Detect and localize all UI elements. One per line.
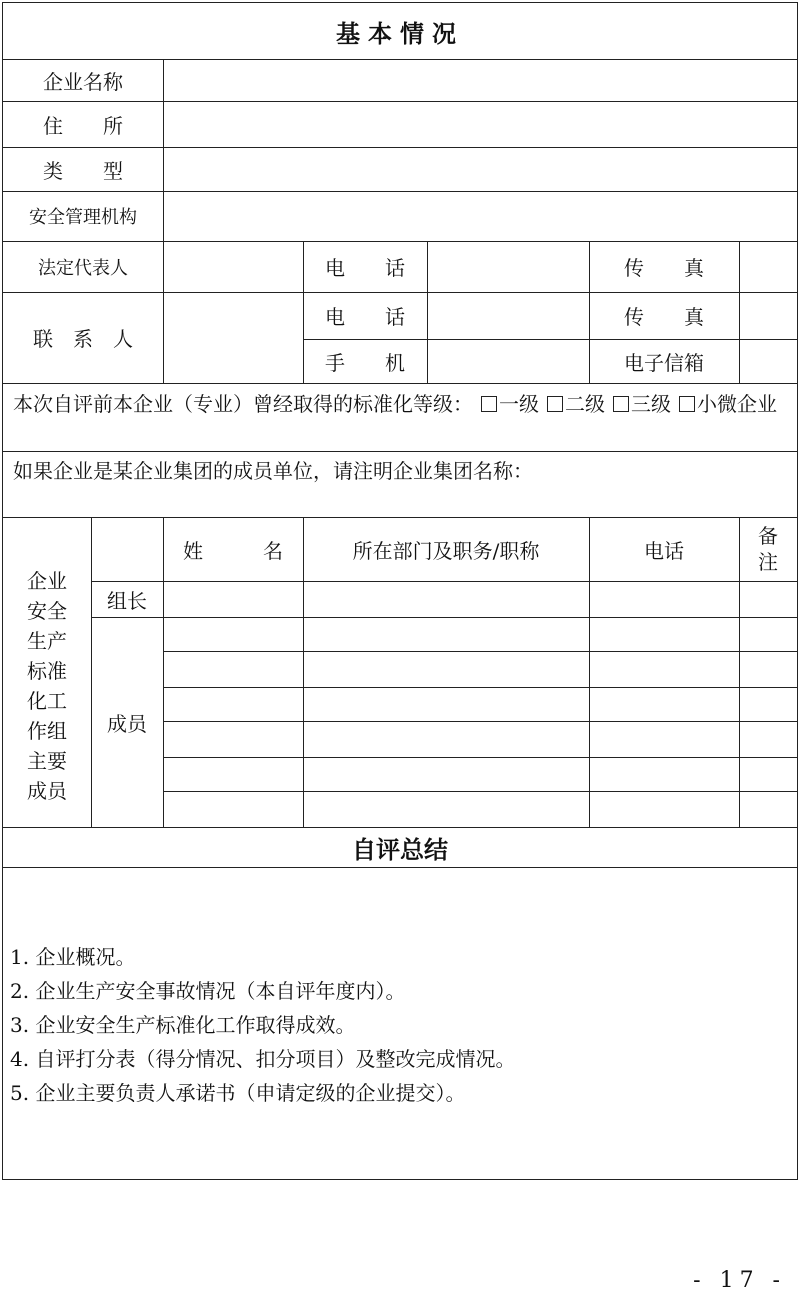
team-label-line-3: 生产: [27, 629, 67, 653]
team-label-line-5: 化工: [27, 689, 67, 713]
team-header-remark-2: 注: [758, 550, 778, 574]
type-label: 类 型: [43, 158, 123, 183]
contact-field[interactable]: [163, 292, 303, 383]
team-row-label: [3, 517, 91, 827]
team-label-line-2: 安全: [27, 599, 67, 623]
team-label-line-8: 成员: [27, 779, 67, 803]
type-field[interactable]: [163, 147, 797, 191]
group-name-field[interactable]: [3, 487, 797, 517]
mobile-label: 手 机: [325, 350, 405, 375]
address-label: 住 所: [43, 113, 123, 138]
summary-list: [10, 940, 515, 1110]
address-field[interactable]: [163, 101, 797, 147]
legal-rep-fax-field[interactable]: [739, 241, 797, 292]
contact-label: 联 系 人: [33, 327, 133, 351]
grade-level-2-checkbox[interactable]: [547, 396, 563, 412]
team-label-line-4: 标准: [27, 659, 67, 683]
team-leader-label: 组长: [107, 588, 147, 613]
form-title: 基本情况: [336, 19, 464, 48]
grade-question-text: 本次自评前本企业（专业）曾经取得的标准化等级：: [13, 392, 473, 416]
team-header-name: 姓 名: [183, 538, 283, 563]
page-number: - 17 -: [693, 1268, 786, 1293]
email-field[interactable]: [739, 339, 797, 383]
summary-item: 4. 自评打分表（得分情况、扣分项目）及整改完成情况。: [10, 1047, 516, 1071]
summary-item: 1. 企业概况。: [10, 945, 136, 969]
team-header-dept: 所在部门及职务/职称: [352, 538, 540, 563]
legal-rep-label: 法定代表人: [38, 257, 128, 279]
team-member-label: 成员: [107, 711, 147, 736]
contact-phone-label: 电 话: [325, 305, 405, 329]
contact-fax-label: 传 真: [624, 305, 704, 329]
team-label-line-1: 企业: [27, 569, 67, 593]
contact-phone-field[interactable]: [427, 292, 589, 339]
grade-level-3-checkbox[interactable]: [613, 396, 629, 412]
company-name-field[interactable]: [163, 59, 797, 101]
legal-rep-phone-field[interactable]: [427, 241, 589, 292]
mobile-field[interactable]: [427, 339, 589, 383]
company-name-label: 企业名称: [43, 69, 123, 94]
team-header-remark-1: 备: [758, 524, 778, 548]
summary-item: 2. 企业生产安全事故情况（本自评年度内）。: [10, 979, 406, 1003]
legal-rep-phone-label: 电 话: [325, 256, 405, 280]
summary-item: 5. 企业主要负责人承诺书（申请定级的企业提交）。: [10, 1081, 466, 1105]
grade-level-1-label: 一级: [499, 392, 539, 416]
grade-small-micro-checkbox[interactable]: [679, 396, 695, 412]
grade-small-micro-label: 小微企业: [697, 392, 777, 416]
safety-org-field[interactable]: [163, 191, 797, 241]
summary-title: 自评总结: [352, 835, 448, 864]
grade-question: [13, 391, 793, 418]
team-label-line-6: 作组: [27, 719, 67, 743]
contact-fax-field[interactable]: [739, 292, 797, 339]
email-label: 电子信箱: [624, 350, 704, 375]
grade-level-3-label: 三级: [631, 392, 671, 416]
team-header-phone: 电话: [644, 538, 684, 563]
grade-level-1-checkbox[interactable]: [481, 396, 497, 412]
group-question: 如果企业是某企业集团的成员单位，请注明企业集团名称：: [13, 459, 533, 483]
legal-rep-field[interactable]: [163, 241, 303, 292]
summary-item: 3. 企业安全生产标准化工作取得成效。: [10, 1013, 356, 1037]
safety-org-label: 安全管理机构: [29, 207, 137, 228]
legal-rep-fax-label: 传 真: [624, 256, 704, 280]
team-label-line-7: 主要: [27, 749, 67, 773]
grade-level-2-label: 二级: [565, 392, 605, 416]
team-header-remark: [739, 517, 797, 581]
